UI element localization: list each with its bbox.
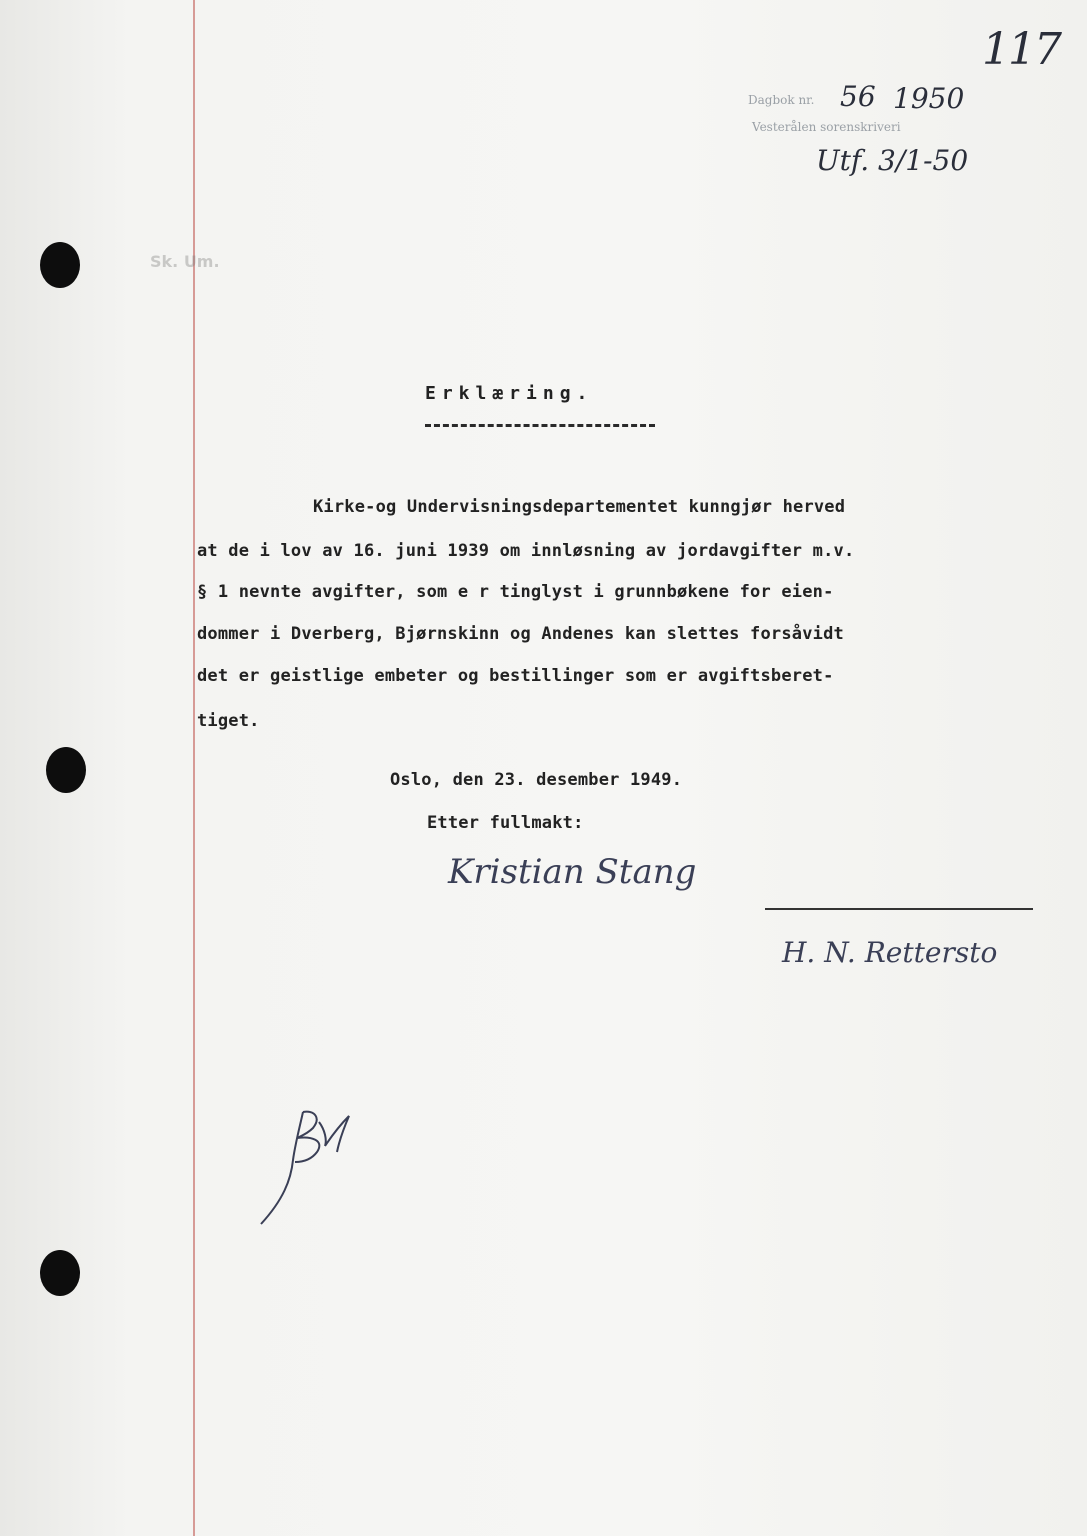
document-title: Erklæring. — [425, 383, 594, 404]
register-stamp-number: 56 — [840, 80, 876, 113]
signature-line — [765, 908, 1033, 910]
register-stamp-prefix: Dagbok nr. — [748, 93, 815, 107]
body-line-6: tiget. — [197, 711, 260, 731]
body-line-2: at de i lov av 16. juni 1939 om innløsning av jordavgifter m.v. — [197, 541, 855, 561]
body-line-3: § 1 nevnte avgifter, som e r tinglyst i grunnbøkene for eien- — [197, 582, 834, 602]
authority-line: Etter fullmakt: — [427, 813, 584, 833]
registered-note: Utf. 3/1-50 — [816, 144, 969, 177]
margin-line — [193, 0, 195, 1536]
punch-hole-top — [40, 242, 80, 288]
punch-hole-middle — [46, 747, 86, 793]
faint-marginal-text: Sk. Um. — [150, 252, 220, 271]
page-number: 117 — [982, 24, 1060, 75]
signature-left: Kristian Stang — [448, 852, 697, 892]
body-line-1: Kirke-og Undervisningsdepartementet kunngjør herved — [313, 497, 846, 517]
register-stamp-year: 1950 — [893, 82, 965, 115]
punch-hole-bottom — [40, 1250, 80, 1296]
title-underline — [425, 424, 655, 427]
register-stamp-office: Vesterålen sorenskriveri — [752, 120, 901, 134]
place-date: Oslo, den 23. desember 1949. — [390, 770, 683, 790]
body-line-5: det er geistlige embeter og bestillinger som er avgiftsberet- — [197, 666, 834, 686]
signature-right: H. N. Rettersto — [782, 936, 998, 969]
initials-mark — [255, 1100, 365, 1230]
body-line-4: dommer i Dverberg, Bjørnskinn og Andenes kan slettes forsåvidt — [197, 624, 844, 644]
